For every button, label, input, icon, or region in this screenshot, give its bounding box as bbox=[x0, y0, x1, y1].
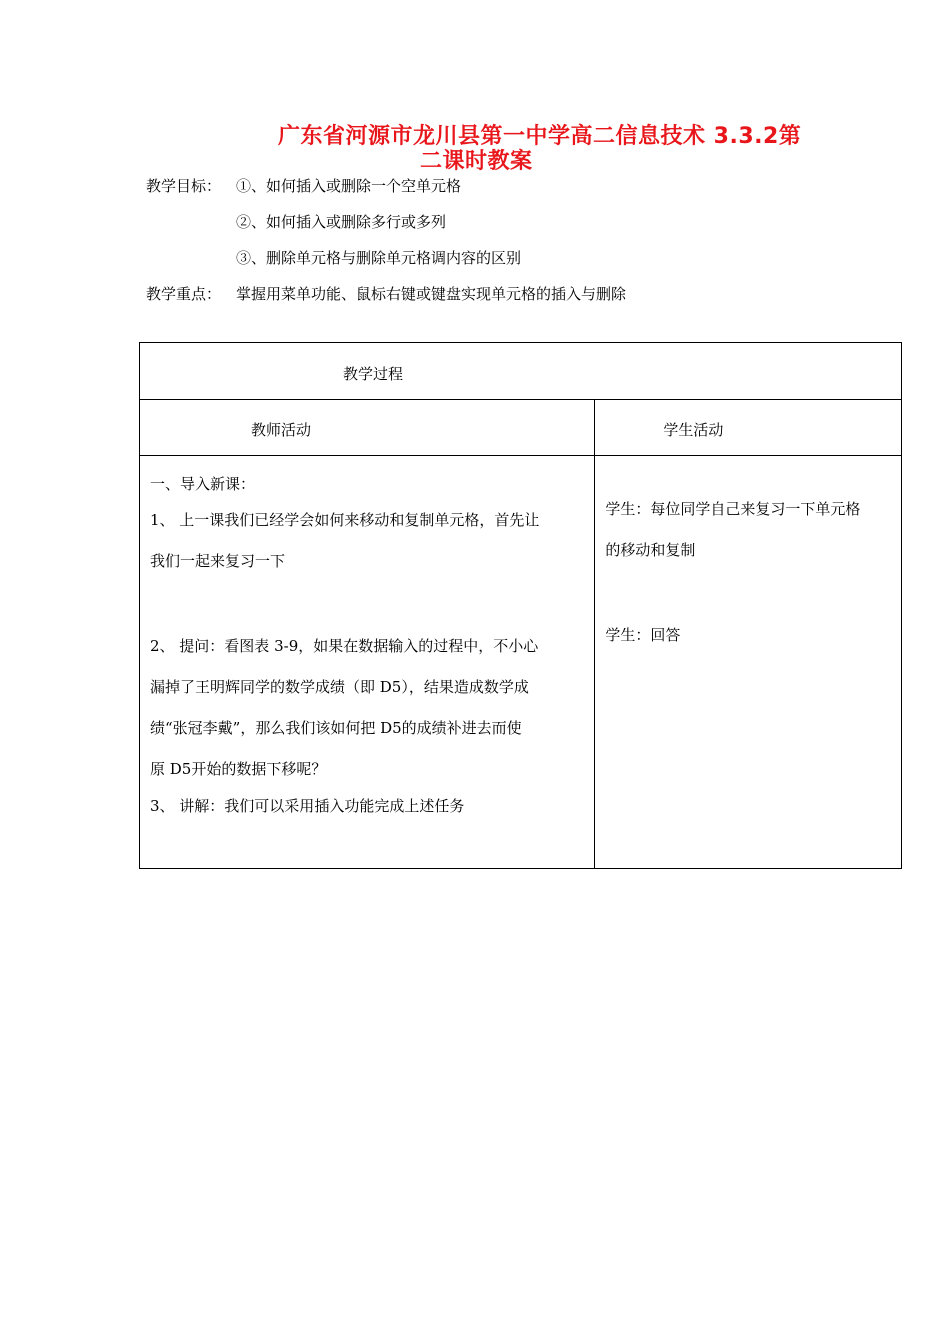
teacher-step-2-line-1: 2、 提问：看图表 3-9，如果在数据输入的过程中，不小心 bbox=[150, 637, 539, 655]
process-header-cell bbox=[140, 343, 902, 400]
teacher-column-header: 教师活动 bbox=[251, 421, 312, 439]
teacher-section-title: 一、导入新课： bbox=[150, 475, 256, 493]
key-points-label: 教学重点： bbox=[146, 285, 222, 303]
process-header: 教学过程 bbox=[343, 365, 404, 383]
student-column-header: 学生活动 bbox=[663, 421, 724, 439]
teacher-step-1-line-1: 1、 上一课我们已经学会如何来移动和复制单元格，首先让 bbox=[150, 511, 540, 529]
objective-item-1: ①、如何插入或删除一个空单元格 bbox=[236, 177, 462, 195]
lesson-process-table bbox=[139, 342, 902, 869]
teacher-step-2-line-4: 原 D5开始的数据下移呢？ bbox=[150, 760, 327, 778]
teacher-step-1-line-2: 我们一起来复习一下 bbox=[150, 552, 286, 570]
student-column-header-cell bbox=[595, 400, 902, 456]
student-activity-1-line-2: 的移动和复制 bbox=[605, 541, 696, 559]
teacher-column-header-cell bbox=[140, 400, 595, 456]
objective-item-2: ②、如何插入或删除多行或多列 bbox=[236, 213, 447, 231]
document-title-line-2: 二课时教案 bbox=[420, 149, 533, 174]
teacher-activity-cell bbox=[140, 456, 595, 869]
key-points-text: 掌握用菜单功能、鼠标右键或键盘实现单元格的插入与删除 bbox=[236, 285, 627, 303]
objective-item-3: ③、删除单元格与删除单元格调内容的区别 bbox=[236, 249, 522, 267]
teacher-step-2-line-2: 漏掉了王明辉同学的数学成绩（即 D5），结果造成数学成 bbox=[150, 678, 529, 696]
student-activity-cell bbox=[595, 456, 902, 869]
objectives-label: 教学目标： bbox=[146, 177, 222, 195]
teacher-step-2-line-3: 绩“张冠李戴”，那么我们该如何把 D5的成绩补进去而使 bbox=[150, 719, 522, 737]
student-activity-1-line-1: 学生：每位同学自己来复习一下单元格 bbox=[605, 500, 861, 518]
document-title-line-1: 广东省河源市龙川县第一中学高二信息技术 3.3.2第 bbox=[278, 124, 802, 149]
student-activity-2: 学生：回答 bbox=[605, 626, 681, 644]
teacher-step-3: 3、 讲解：我们可以采用插入功能完成上述任务 bbox=[150, 797, 465, 815]
